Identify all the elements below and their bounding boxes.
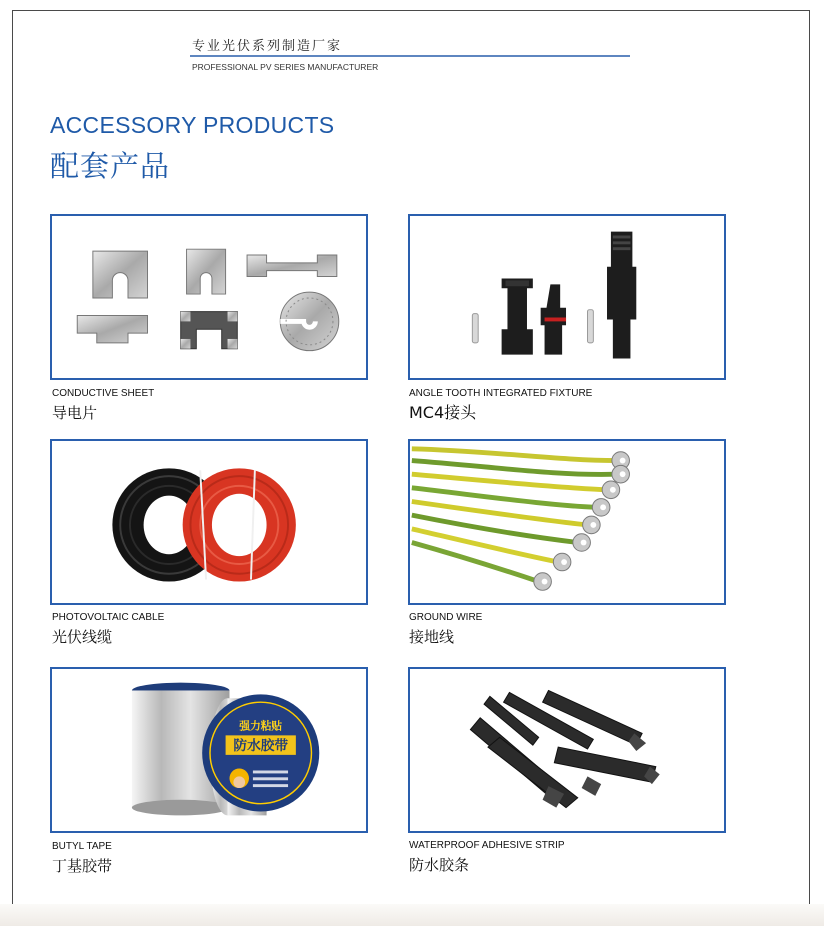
product-name-cn: 防水胶条 (409, 856, 470, 874)
product-card-conductive-sheet[interactable] (50, 214, 368, 380)
svg-text:强力粘贴: 强力粘贴 (239, 719, 283, 733)
waterproof-strip-image (410, 669, 724, 831)
product-name-cn: 接地线 (409, 628, 455, 646)
conductive-sheet-image (52, 216, 366, 378)
ground-wire-image (410, 441, 724, 603)
product-name-en: WATERPROOF ADHESIVE STRIP (409, 840, 565, 851)
bottom-fade (0, 904, 824, 926)
product-name-en: ANGLE TOOTH INTEGRATED FIXTURE (409, 388, 593, 399)
pv-cable-image (52, 441, 366, 603)
product-name-cn: 导电片 (52, 404, 98, 422)
product-card-butyl-tape[interactable] (50, 667, 368, 833)
product-name-en: BUTYL TAPE (52, 841, 112, 852)
product-card-pv-cable[interactable] (50, 439, 368, 605)
product-card-waterproof-strip[interactable] (408, 667, 726, 833)
svg-text:防水胶带: 防水胶带 (233, 738, 289, 754)
section-title-en: ACCESSORY PRODUCTS (50, 112, 335, 138)
product-name-cn: MC4接头 (409, 403, 477, 422)
header-tagline-cn: 专业光伏系列制造厂家 (192, 39, 343, 54)
product-card-mc4-connector[interactable] (408, 214, 726, 380)
product-name-en: PHOTOVOLTAIC CABLE (52, 612, 165, 623)
section-title-cn: 配套产品 (50, 149, 171, 183)
header-tagline-en: PROFESSIONAL PV SERIES MANUFACTURER (192, 62, 379, 72)
product-card-ground-wire[interactable] (408, 439, 726, 605)
product-name-cn: 光伏线缆 (52, 628, 113, 646)
butyl-tape-image (52, 669, 366, 831)
product-name-cn: 丁基胶带 (52, 857, 113, 875)
mc4-connector-image (410, 216, 724, 378)
product-name-en: GROUND WIRE (409, 612, 483, 623)
header-divider (190, 55, 630, 57)
product-name-en: CONDUCTIVE SHEET (52, 388, 155, 399)
